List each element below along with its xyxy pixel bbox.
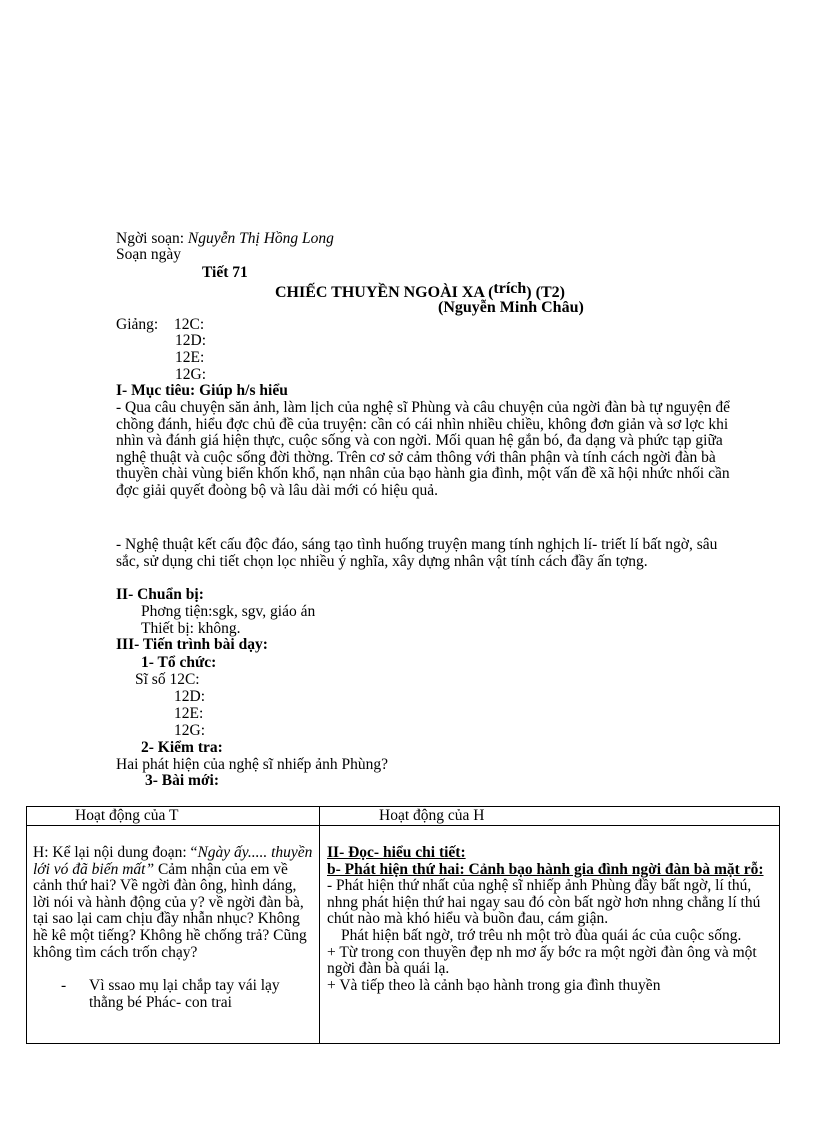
author-label: Ngời soạn: bbox=[116, 230, 185, 247]
title-trich: trích bbox=[493, 280, 527, 297]
step-new-lesson: 3- Bài mới: bbox=[145, 772, 220, 789]
class-item: 12C: bbox=[174, 316, 205, 333]
table-header-divider bbox=[27, 825, 779, 826]
step-organization: 1- Tổ chức: bbox=[141, 654, 217, 671]
title-paren-close: ) (T2) bbox=[526, 284, 565, 301]
check-question: Hai phát hiện của nghệ sĩ nhiếp ảnh Phùng? bbox=[116, 756, 389, 773]
attendance-item: 12G: bbox=[174, 722, 205, 739]
class-item: 12E: bbox=[175, 349, 205, 366]
title-text: CHIẾC THUYỀN NGOÀI XA bbox=[275, 284, 485, 301]
work-author: (Nguyễn Minh Châu) bbox=[438, 299, 584, 316]
teacher-column-header: Hoạt động của T bbox=[75, 807, 179, 824]
section-objectives-heading: I- Mục tiêu: Giúp h/s hiểu bbox=[116, 382, 288, 399]
date-line: Soạn ngày bbox=[116, 246, 182, 263]
section-preparation-heading: II- Chuẩn bị: bbox=[116, 586, 204, 603]
objectives-paragraph-2: - Nghệ thuật kết cấu độc đáo, sáng tạo tình huống truyện mang tính nghịch lí- triết lí bất ngờ, sâu sắc, sử dụng chi tiết chọn lọc nhiều ý nghĩa, xây dựng nhân vật tính cách đầy ấn tợng. bbox=[116, 536, 718, 570]
list-dash: - bbox=[61, 977, 67, 995]
teacher-question-quote: Ngày ấy..... thuyền lới vó đã biến mất” bbox=[33, 844, 313, 878]
class-label: Giảng: bbox=[116, 316, 159, 333]
teacher-activity-cell bbox=[33, 845, 315, 1011]
activity-table bbox=[26, 806, 780, 1044]
author-name: Nguyễn Thị Hồng Long bbox=[187, 230, 334, 247]
preparation-means: Phơng tiện:sgk, sgv, giáo án bbox=[141, 603, 316, 620]
reading-heading: II- Đọc- hiểu chi tiết: bbox=[327, 844, 466, 861]
step-check: 2- Kiểm tra: bbox=[141, 739, 223, 756]
preparation-equipment: Thiết bị: không. bbox=[141, 620, 241, 637]
student-paragraph: + Và tiếp theo là cảnh bạo hành trong gia đình thuyền bbox=[327, 976, 661, 994]
class-item: 12G: bbox=[175, 366, 206, 383]
teacher-question-body: Cảm nhận của em về cảnh thứ hai? Về ngời đàn ông, hình dáng, lời nói và hành động của y? về ngời đàn bà, tại sao lại cam chịu đầy nhẫn nhục? Không hề kê một tiếng? Không hề chống trả? Cũng không tìm cách trốn chạy? bbox=[33, 860, 307, 961]
second-discovery-heading: b- Phát hiện thứ hai: Cảnh bạo hành gia đình ngời đàn bà mặt rỗ: bbox=[327, 860, 764, 878]
lesson-number: Tiết 71 bbox=[202, 264, 248, 281]
teacher-list-item-text: Vì ssao mụ lại chắp tay vái lạy thằng bé Phác- con trai bbox=[89, 977, 280, 1011]
student-paragraph: Phát hiện bất ngờ, trớ trêu nh một trò đùa quái ác của cuộc sống. bbox=[341, 926, 742, 944]
student-paragraph: - Phát hiện thứ nhất của nghệ sĩ nhiếp ảnh Phùng đầy bất ngờ, lí thú, nhng phát hiện thứ hai ngay sau đó còn bất ngờ hơn nhng chẳng lí thú chút nào mà khó hiểu và buồn đau, cám giận. bbox=[327, 877, 761, 928]
student-paragraph: + Từ trong con thuyền đẹp nh mơ ấy bớc ra một ngời đàn ông và một ngời đàn bà quái lạ. bbox=[327, 943, 757, 978]
attendance-item: 12D: bbox=[174, 688, 205, 705]
teacher-question-lead: H: Kể lại nội dung đoạn: “ bbox=[33, 844, 198, 861]
teacher-list-item bbox=[33, 978, 315, 1011]
class-item: 12D: bbox=[175, 332, 206, 349]
attendance-item: 12E: bbox=[174, 705, 204, 722]
attendance-label: Sĩ số 12C: bbox=[135, 671, 200, 688]
objectives-paragraph-1: - Qua câu chuyện săn ảnh, làm lịch của nghệ sĩ Phùng và câu chuyện của ngời đàn bà tự nguyện để chồng đánh, hiểu đợc chủ đề của truyện: cần có cái nhìn nhiều chiều, không đơn giản và sơ lợc khi nhìn và đánh giá hiện thực, cuộc sống và con ngời. Mối quan hệ gắn bó, đa dạng và phức tạp giữa nghệ thuật và cuộc sống đời thờng. Trên cơ sở cảm thông với thân phận và tính cách ngời đàn bà thuyền chài vùng biển khốn khổ, nạn nhân của bạo hành gia đình, một vấn đề xã hội nhức nhối cần đợc giải quyết đoòng bộ và lâu dài mới có hiệu quả. bbox=[116, 399, 731, 499]
student-column-header: Hoạt động của H bbox=[379, 807, 485, 824]
student-activity-cell bbox=[327, 845, 773, 994]
teacher-question bbox=[33, 845, 315, 961]
section-process-heading: III- Tiến trình bài dạy: bbox=[116, 636, 268, 653]
title-paren-open: ( bbox=[488, 284, 494, 301]
table-column-divider bbox=[319, 807, 320, 1043]
